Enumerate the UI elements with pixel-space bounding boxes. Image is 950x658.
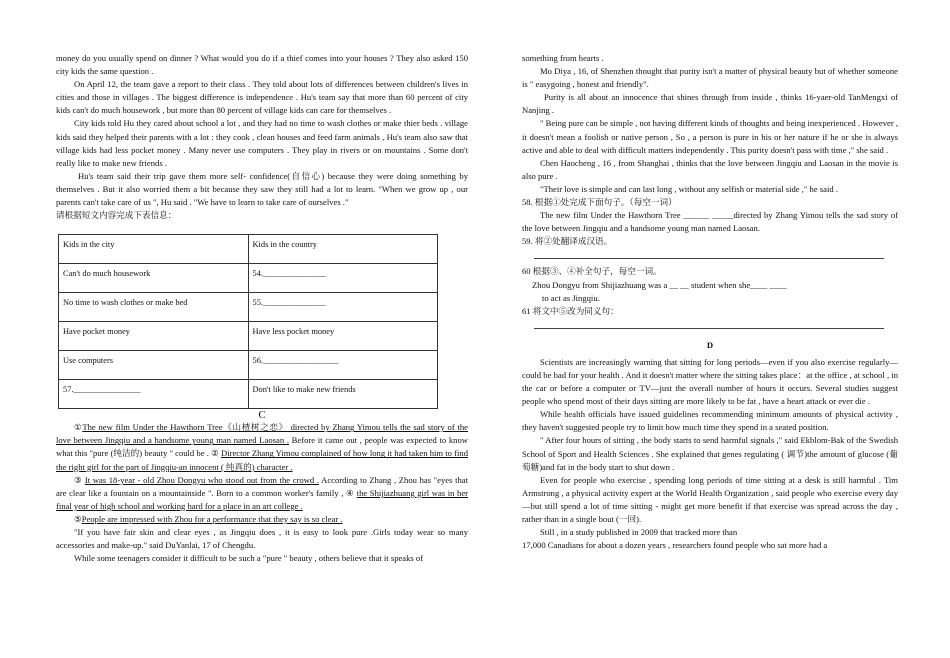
marker-3: ③ [74,474,85,485]
table-cell: Kids in the city [59,235,249,264]
paragraph-d4: Even for people who exercise , spending long periods of time sitting at a desk is still harmful . Tim Armstrong , a physical activity expert at the World Health Organization , said people who exercise every day —but still spend a lot of time sitting - might get more benefit if that exercise was spread across the day , rather than in a single bout (一回). [522,474,898,524]
info-table [58,234,438,409]
table-cell: 56.__________________ [248,351,438,380]
marker-2: ② [208,448,222,459]
paragraph-intro: money do you usually spend on dinner ? What would you do if a thief comes into your houses ? They also asked 150 city kids the same question . [56,53,468,77]
left-column [56,52,468,565]
paragraph-report: On April 12, the team gave a report to their class . They told about lots of differences between children's lives in cities and those in villages . The biggest difference is independence . Hu's team say that more than 60 percent of city kids can't do much housework , but more than 80 percent of village kids can care for themselves . [56,79,468,116]
question-60-text: Zhou Dongyu from Shijiazhuang was a __ __ student when she____ ____ [532,279,787,290]
answer-line-61 [534,320,884,329]
paragraph-cared: City kids told Hu they cared about school a lot , and they had no time to wash clothes or make thier beds . village kids said they helped their parents with a lot : they cook , clean houses and feed farm animals , Hu's team also saw that village kids had less pocket money . Many never use computers . They play in rivers or on mountains . Some don't really like to make new friends . [56,118,468,168]
paragraph-trip: Hu's team said their trip gave them more self- confidence(自信心) because they were doing something by themselves . But it also worried them a bit because they saw they still had a lot to learn. "When we grow up , our parents can't take care of us ", Hu said . "We have to learn to take care of ourselves ." [56,170,468,208]
table-cell: 54._______________ [248,264,438,293]
question-58: 58. 根据①处完成下面句子。（每空一词） [522,197,677,208]
table-cell: Use computers [59,351,249,380]
sentence-text: Before it came out , people was expected to know what this "pure (纯洁的) beauty " could be . [56,435,468,459]
paragraph-c-while: While some teenagers consider it difficult to be such a "pure " beauty , others believe that it speaks of [74,553,424,564]
paragraph-being: " Being pure can be simple , not having different kinds of thoughts and being inexperienced . However , it doesn't mean a foolish or native person , So , a person is pure in his or her nature if he or she is always active and able to deal with difficult matters independently . This purity doesn't pass with time ," she said . [522,118,898,155]
paragraph-c-film [56,421,468,473]
table-cell: 57.________________ [59,380,249,409]
right-column [522,52,898,552]
paragraph-c-impressed [56,513,468,526]
paragraph-d2: While health officials have issued guidelines recommending minimum amounts of physical activity , they haven't suggested people try to limit how much time they spend in a seated position. [522,409,898,433]
paragraph-c-zhou [56,474,468,513]
paragraph-purity: Purity is all about an innocence that shines through from inside , thinks 16-yaer-old TanMengxi of Nanjing . [522,92,898,116]
table-row [59,322,438,351]
table-cell: No time to wash clothes or make bed [59,293,249,322]
section-c-heading: C [258,409,266,422]
underlined-sentence-2: Director Zhang Yimou complained of how long it had taken him to find the right girl for the part of Jingqiu-an innocent ( 纯真的) character . [56,448,468,472]
table-row [59,380,438,409]
paragraph-d5: Still , in a study published in 2009 that tracked more than [540,527,738,538]
question-60: 60 根据③、④补全句子，每空一词。 [522,266,662,277]
table-cell: Can't do much housework [59,264,249,293]
paragraph-heart: something from hearts . [522,53,604,63]
underlined-sentence-3: It was 18-year - old Zhou Dongyu who stood out from the crowd . [84,474,319,485]
underlined-sentence-5: People are impressed with Zhou for a performance that they say is so clear . [81,513,343,524]
paragraph-their: "Their love is simple and can last long , without any selfish or material side ," he said . [540,183,838,194]
marker-1: ① [74,422,83,433]
section-d-heading: D [706,339,714,350]
underlined-sentence-1: The new film Under the Hawthorn Tree《山楂树之恋》 directed by Zhang Yimou tells the sad story of the love between Jingqiu and a handsome young man named Laosan . [56,422,468,446]
paragraph-c-if: "If you have fair skin and clear eyes , as Jingqiu does , it is easy to look pure .Girls today wear so many accessories and make-up." said DuYanlai, 17 of Chengdu. [56,526,468,551]
table-row [59,351,438,380]
question-58-text: The new film Under the Hawthorn Tree ______ _____directed by Zhang Yimou tells the sad story of the love between Jingqiu and a handsome young man named Laosan. [522,210,898,234]
paragraph-mo: Mo Diya , 16, of Shenzhen thought that purity isn't a matter of physical beauty but of whether someone is " easygoing , honest and friendly". [522,66,898,90]
table-cell: Have pocket money [59,322,249,351]
question-60-text-2: to act as Jingqiu. [542,292,600,303]
table-cell: 55._______________ [248,293,438,322]
paragraph-chen: Chen Haocheng , 16 , from Shanghai , thinks that the love between Jingqiu and Laosan in the movie is also pure . [522,157,898,181]
table-row [59,235,438,264]
question-59: 59. 将②处翻译成汉语。 [522,236,613,247]
table-row [59,264,438,293]
table-row [59,293,438,322]
paragraph-d1: Scientists are increasingly warning that sitting for long periods—even if you also exercise regularly—could be bad for your health . And it doesn't matter where the sitting takes place：at the office , at school , in the car or before a computer or TV—just the overall number of hours it occurs. Several studies suggest people who spend most of their days sitting are more likely to be fat , have a heart attack or ever die . [522,356,898,407]
table-cell: Don't like to make new friends [248,380,438,409]
sentence-text: According to Zhang , Zhou has "eyes that are clear like a fountain on a mountainside ". Born to a common worker's family , ④ [56,474,468,498]
table-cell: Have less pocket money [248,322,438,351]
paragraph-d6: 17,000 Canadians for about a dozen years , researchers found people who sat more had a [522,540,828,551]
marker-5: ⑤ [74,513,82,524]
answer-line-59 [534,250,884,259]
underlined-sentence-4: the Shijiazhuang girl was in her final year of high school and working hard for a place in an art college . [56,487,468,511]
question-61: 61 将文中⑤改为同义句： [522,305,619,316]
paragraph-d3: " After four hours of sitting , the body starts to send harmful signals ," said Ekblom-Bak of the Swedish School of Sport and Health Sciences . She explained that genes regulating ( 调节)the amount of glucose (葡萄糖)and fat in the body start to shut down . [522,435,898,472]
table-instruction: 请根据短文内容完成下表信息： [56,210,177,221]
table-cell: Kids in the country [248,235,438,264]
